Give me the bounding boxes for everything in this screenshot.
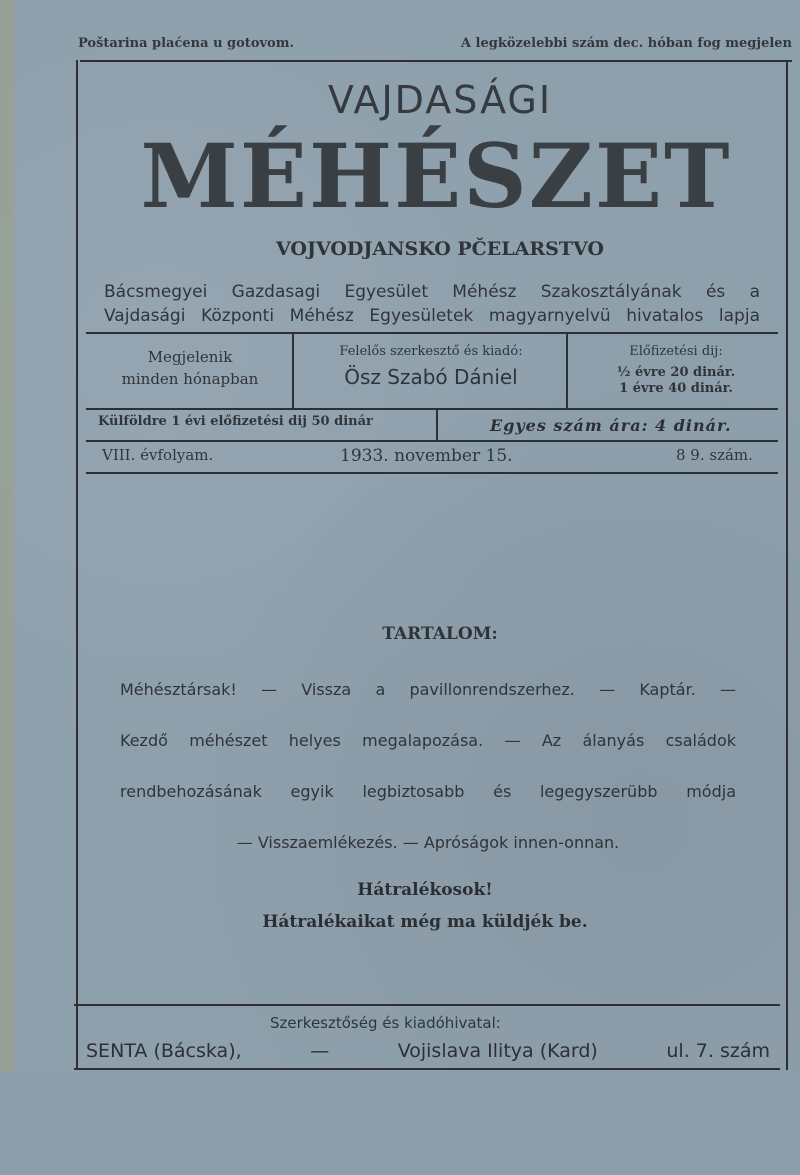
office-label: Szerkesztőség és kiadóhivatal: bbox=[270, 1014, 501, 1032]
contents-line: Kezdő méhészet helyes megalapozása. — Az álanyás családok bbox=[120, 731, 736, 750]
paper-edge bbox=[0, 0, 14, 1175]
postage-note: Poštarina plaćena u gotovom. bbox=[78, 36, 294, 51]
info-box-bottom-rule bbox=[86, 440, 778, 442]
subscription-label: Előfizetési dij: bbox=[629, 344, 723, 359]
editor-cell bbox=[298, 344, 564, 389]
info-box-divider bbox=[566, 334, 568, 408]
issue-date: 1933. november 15. bbox=[340, 446, 513, 466]
masthead-top-word: VAJDASÁGI bbox=[327, 78, 553, 122]
issue-line-rule bbox=[86, 472, 778, 474]
editor-name: Ösz Szabó Dániel bbox=[344, 365, 518, 389]
frequency-line: minden hónapban bbox=[121, 370, 259, 388]
info-box-mid-rule bbox=[86, 408, 778, 410]
next-issue-note: A legközelebbi szám dec. hóban fog megjelen bbox=[460, 36, 792, 51]
arrears-text: Hátralékaikat még ma küldjék be. bbox=[262, 912, 588, 932]
masthead-subtitle: VOJVODJANSKO PČELARSTVO bbox=[276, 238, 604, 260]
subscription-half: ½ évre 20 dinár. bbox=[616, 365, 736, 380]
subscription-cell bbox=[572, 344, 780, 397]
masthead-title: MÉHÉSZET bbox=[140, 124, 732, 228]
masthead-description bbox=[104, 280, 760, 328]
contents-line: Méhésztársak! — Vissza a pavillonrendszerhez. — Kaptár. — bbox=[120, 680, 736, 699]
cover-bottom-margin bbox=[0, 1072, 800, 1175]
contents-line: rendbehozásának egyik legbiztosabb és legegyszerübb módja bbox=[120, 782, 736, 801]
arrears-heading: Hátralékosok! bbox=[357, 880, 493, 900]
subscription-full: 1 évre 40 dinár. bbox=[619, 381, 733, 396]
frequency-line: Megjelenik bbox=[147, 348, 233, 366]
frame-top-rule bbox=[80, 60, 792, 62]
office-address bbox=[86, 1040, 770, 1062]
description-line: Bácsmegyei Gazdasagi Egyesület Méhész Szakosztályának és a bbox=[104, 282, 760, 302]
contents-list bbox=[120, 664, 736, 868]
info-box-divider bbox=[292, 334, 294, 408]
description-line: Vajdasági Központi Méhész Egyesületek magyarnyelvü hivatalos lapja bbox=[104, 306, 760, 326]
arrears-notice bbox=[0, 874, 800, 938]
top-notes bbox=[78, 36, 792, 51]
issue-number: 8 9. szám. bbox=[676, 446, 753, 464]
foreign-subscription: Külföldre 1 évi előfizetési dij 50 dinár bbox=[98, 414, 373, 429]
address-city: SENTA (Bácska), bbox=[86, 1040, 242, 1062]
contents-heading: TARTALOM: bbox=[382, 624, 498, 644]
single-price: Egyes szám ára: 4 dinár. bbox=[490, 416, 732, 435]
editor-label: Felelős szerkesztő és kiadó: bbox=[339, 344, 523, 359]
address-street: Vojislava Ilitya (Kard) bbox=[397, 1040, 598, 1062]
contents-line: — Visszaemlékezés. — Apróságok innen-onnan. bbox=[236, 833, 620, 852]
address-number: ul. 7. szám bbox=[666, 1040, 770, 1062]
frequency-cell bbox=[90, 346, 290, 390]
info-box-divider bbox=[436, 410, 438, 440]
footer-bottom-rule bbox=[74, 1068, 780, 1070]
info-box-top-rule bbox=[86, 332, 778, 334]
footer-top-rule bbox=[74, 1004, 780, 1006]
issue-volume: VIII. évfolyam. bbox=[102, 446, 214, 464]
address-dash: — bbox=[310, 1040, 330, 1062]
